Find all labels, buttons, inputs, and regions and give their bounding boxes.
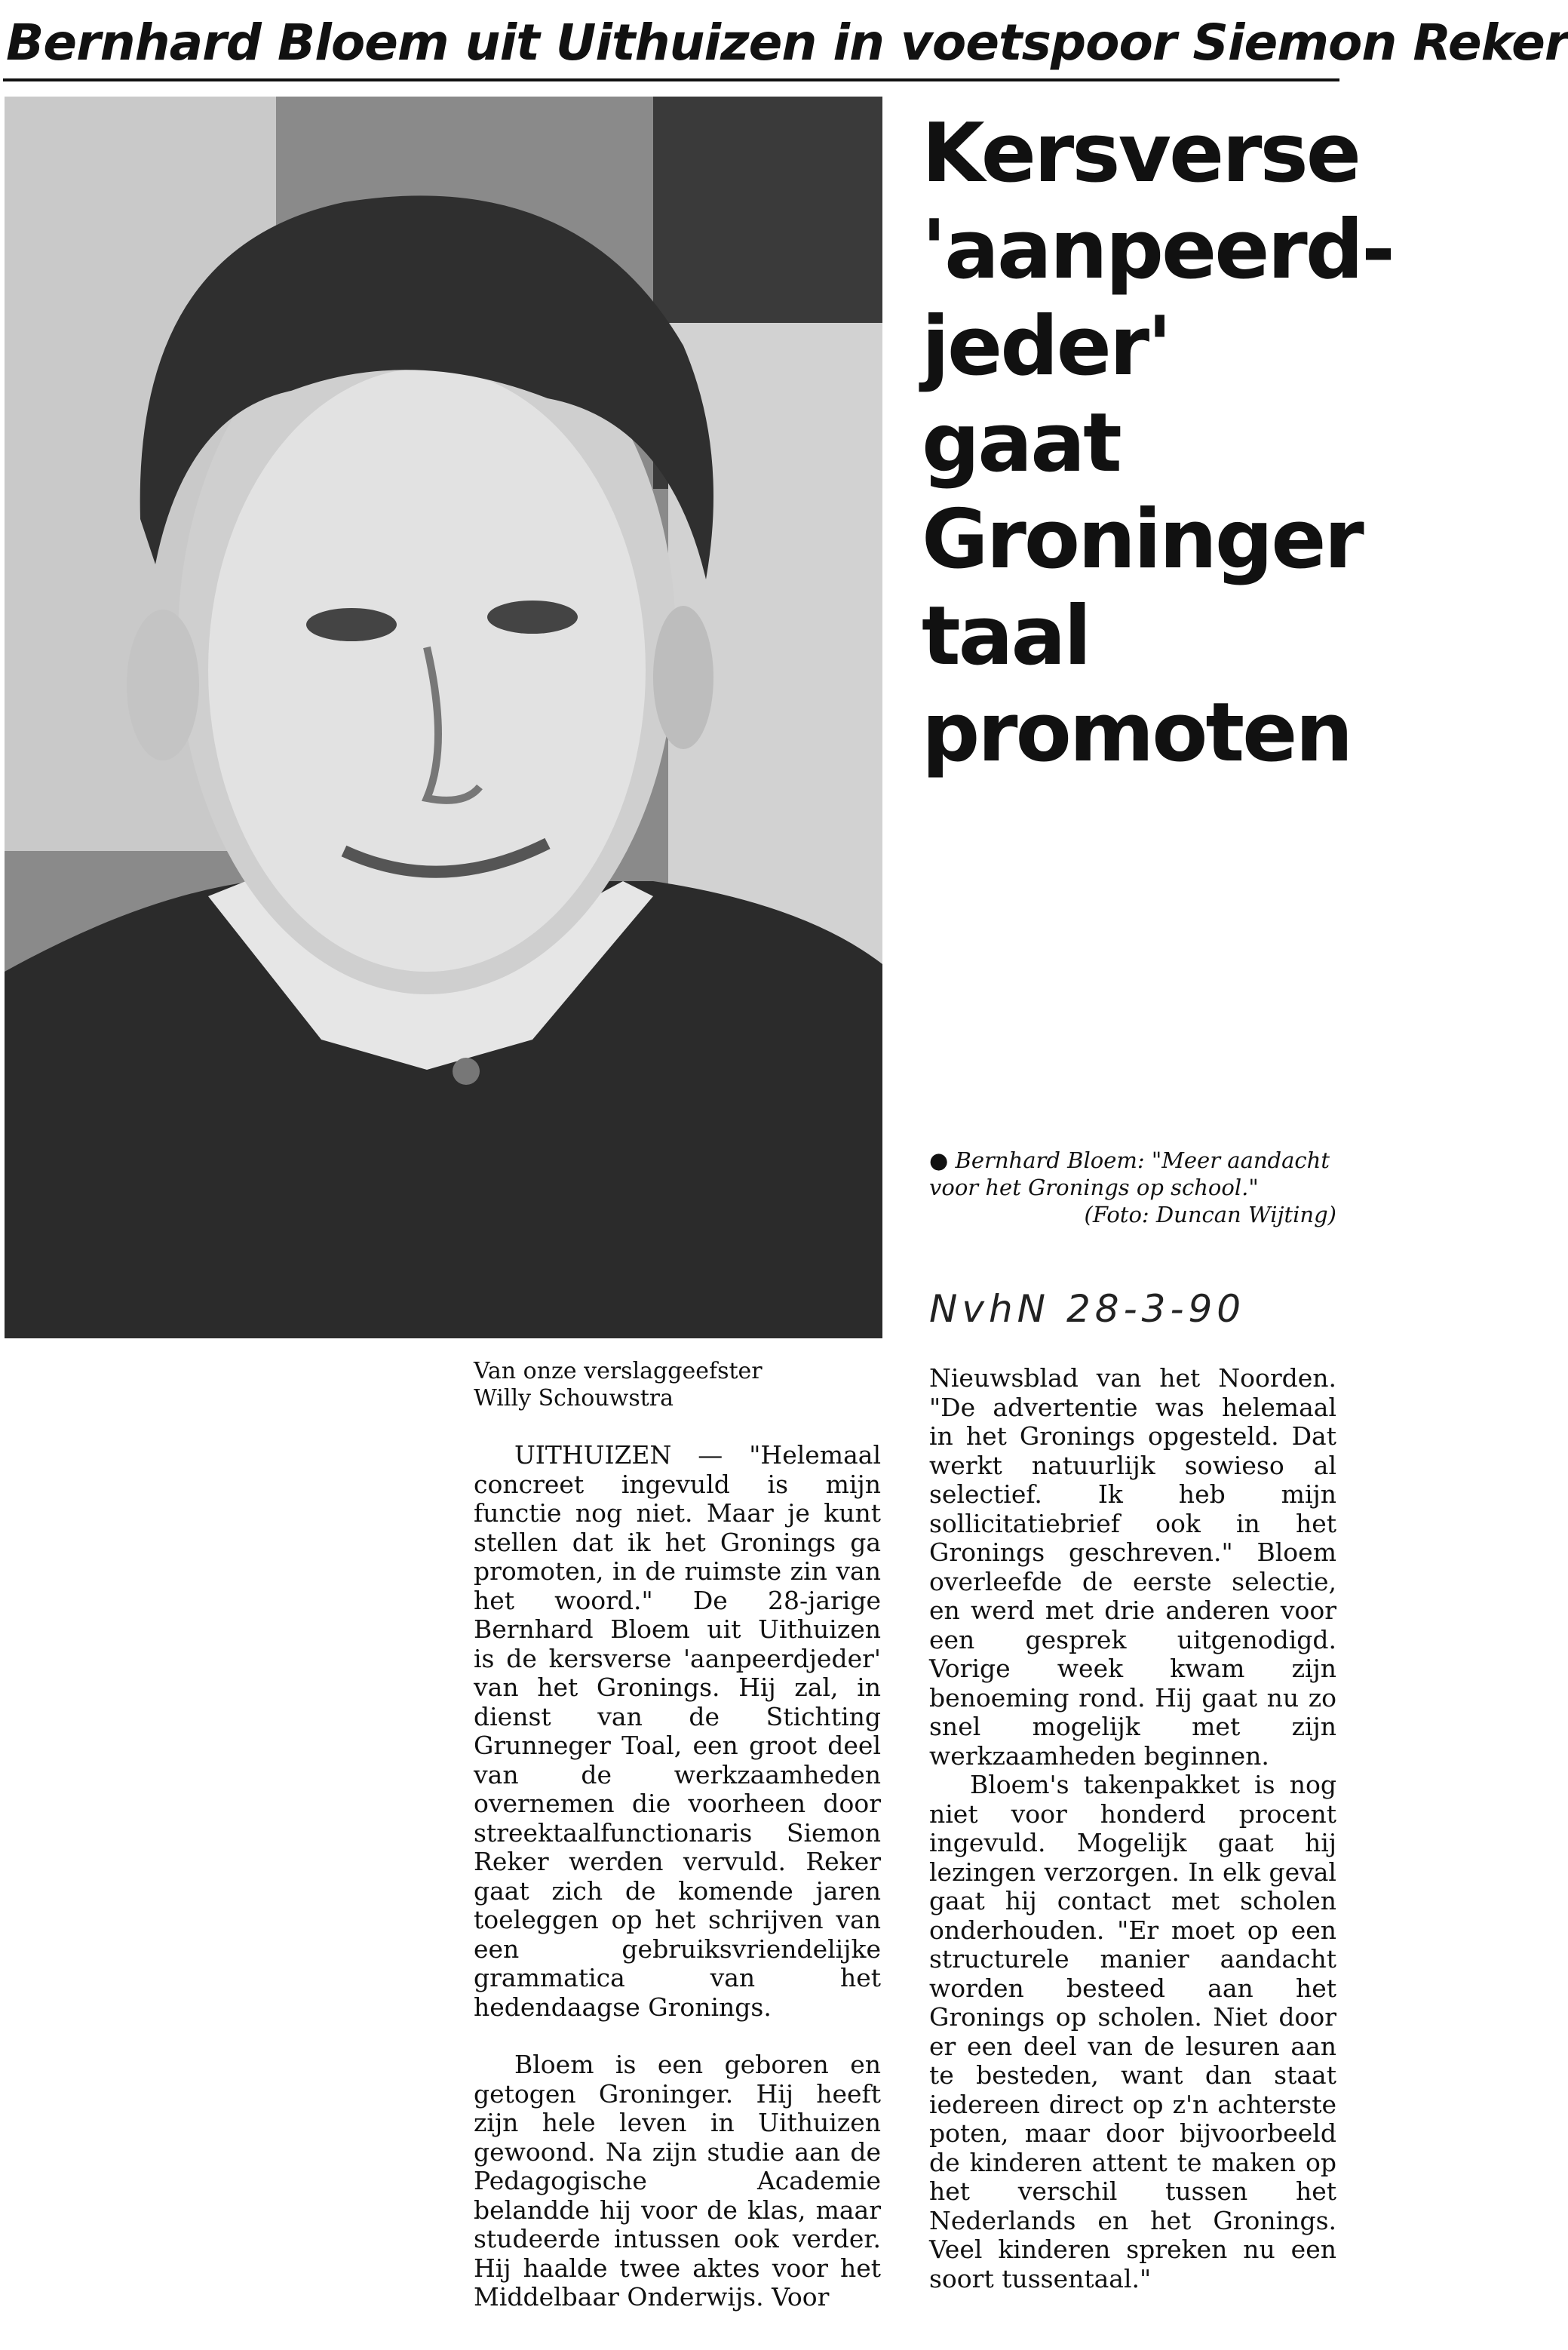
- photo-caption: [929, 1147, 1336, 1228]
- byline-author: Willy Schouwstra: [474, 1385, 674, 1412]
- headline-line: taal: [922, 589, 1090, 683]
- photo-credit: (Foto: Duncan Wijting): [1084, 1202, 1336, 1227]
- headline-line: Kersverse: [922, 106, 1360, 201]
- byline: [474, 1358, 881, 1412]
- caption-text: Bernhard Bloem: "Meer aandacht voor het Gronings op school.": [929, 1147, 1330, 1200]
- headline-line: 'aanpeerd-: [922, 203, 1393, 297]
- headline-line: Groninger: [922, 493, 1362, 587]
- byline-line: Van onze verslaggeefster: [474, 1358, 763, 1384]
- handwritten-date-note: NvhN 28-3-90: [929, 1287, 1246, 1331]
- kicker-headline: Bernhard Bloem uit Uithuizen in voetspoor Siemon Reker: [6, 14, 1568, 72]
- caption-bullet-icon: ●: [929, 1147, 949, 1173]
- portrait-photo: [5, 97, 882, 1338]
- paragraph: Nieuwsblad van het Noorden. "De advertentie was helemaal in het Gronings opgesteld. Dat werkt natuurlijk sowieso al selectief. Ik heb mijn sollicitatiebrief ook in het Gronings geschreven." Bloem overleefde de eerste selectie, en werd met drie anderen voor een gesprek uitgenodigd. Vorige week kwam zijn benoeming rond. Hij gaat nu zo snel mogelijk met zijn werkzaamheden beginnen.: [929, 1363, 1336, 1771]
- article-column-2: [929, 1364, 1336, 2293]
- article-column-1: [474, 1358, 881, 2312]
- portrait-illustration: [5, 97, 882, 1338]
- paragraph: Bloem's takenpakket is nog niet voor honderd procent ingevuld. Mogelijk gaat hij lezingen verzorgen. In elk geval gaat hij contact met scholen onderhouden. "Er moet op een structurele manier aandacht worden besteed aan het Gronings op scholen. Niet door er een deel van de lesuren aan te besteden, want dan staat iedereen direct op z'n achterste poten, maar door bijvoorbeeld de kinderen attent te maken op het verschil tussen het Nederlands en het Gronings. Veel kinderen spreken nu een soort tussentaal.": [929, 1770, 1336, 2293]
- paragraph: UITHUIZEN — "Helemaal concreet ingevuld is mijn functie nog niet. Maar je kunt stellen dat ik het Gronings ga promoten, in de ruimste zin van het woord." De 28-jarige Bernhard Bloem uit Uithuizen is de kersverse 'aanpeerdjeder' van het Gronings. Hij zal, in dienst van de Stichting Grunneger Toal, een groot deel van de werkzaamheden overnemen die voorheen door streektaalfunctionaris Siemon Reker werden vervuld. Reker gaat zich de komende jaren toeleggen op het schrijven van een gebruiksvriendelijke grammatica van het hedendaagse Gronings.: [474, 1440, 881, 2022]
- headline-line: jeder': [922, 300, 1171, 394]
- kicker-rule: [3, 78, 1339, 81]
- headline: [922, 106, 1393, 782]
- headline-line: promoten: [922, 686, 1352, 780]
- headline-line: gaat: [922, 396, 1120, 490]
- paragraph: Bloem is een geboren en getogen Groninger. Hij heeft zijn hele leven in Uithuizen gewoond. Na zijn studie aan de Pedagogische Academie belandde hij voor de klas, maar studeerde intussen ook verder. Hij haalde twee aktes voor het Middelbaar Onderwijs. Voor: [474, 2050, 881, 2312]
